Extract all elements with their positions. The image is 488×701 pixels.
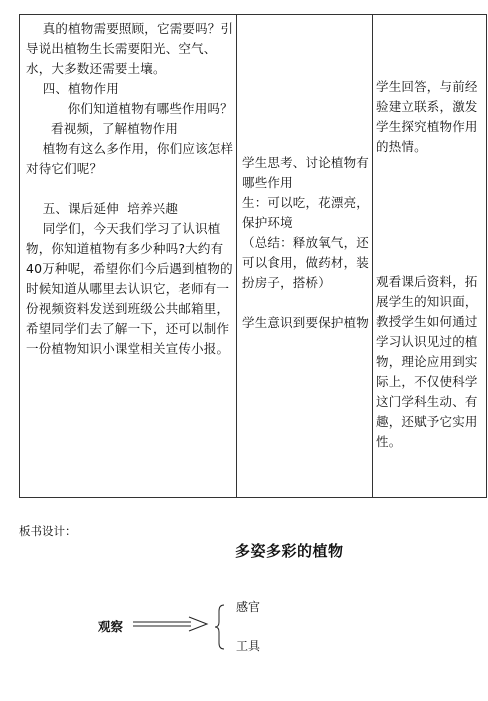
heading-after-class: 五、课后延伸 培养兴趣 [26,201,179,216]
lesson-table [19,14,487,498]
student-answer: 生：可以吃，花漂亮，保护环境 [242,195,370,230]
board-design-label: 板书设计： [19,524,77,538]
paragraph-watch-video: 看视频，了解植物作用 [26,121,179,136]
intent-top: 学生回答，与前经验建立联系，激发学生探究植物作用的热情。 [376,79,478,154]
intent-bottom: 观看课后资料，拓展学生的知识面，教授学生如何通过学习认识见过的植物，理论应用到实际上，不仅使科学这门学科生动、有趣，还赋予它实用性。 [376,274,478,449]
spacer [26,179,236,199]
paragraph-plant-care: 真的植物需要照顾，它需要吗？引导说出植物生长需要阳光、空气、水，大多数还需要土壤。 [26,21,234,76]
board-item-senses: 感官 [236,600,261,614]
student-protect-plants: 学生意识到要保护植物 [242,315,370,330]
student-discuss: 学生思考、讨论植物有哪些作用 [242,155,370,190]
table-divider-2 [372,15,373,497]
teacher-activity-column [26,19,236,359]
paragraph-after-class: 同学们，今天我们学习了认识植物，你知道植物有多少种吗?大约有40万种呢，希望你们今后遇到植物的时候知道从哪里去认识它，老师有一份视频资料发送到班级公共邮箱里，希望同学们去了解一下，还可以制作一份植物知识小课堂相关宣传小报。 [26,221,233,356]
board-item-tools: 工具 [236,639,261,653]
spacer [242,293,372,313]
arrow-right-icon [133,616,209,632]
student-activity-column [242,153,372,333]
question-plant-function: 你们知道植物有哪些作用吗？ [26,101,233,116]
table-divider-1 [236,15,237,497]
board-title: 多姿多彩的植物 [235,542,344,560]
question-treat-plants: 植物有这么多作用，你们应该怎样对待它们呢？ [26,141,234,176]
design-intent-column [376,77,486,452]
board-observe: 观察 [98,619,124,634]
summary-note: （总结：释放氧气，还可以食用，做药材，装扮房子，搭桥） [242,235,370,290]
left-brace-icon [214,604,226,650]
spacer [376,157,486,272]
heading-plant-function: 四、植物作用 [26,81,119,96]
